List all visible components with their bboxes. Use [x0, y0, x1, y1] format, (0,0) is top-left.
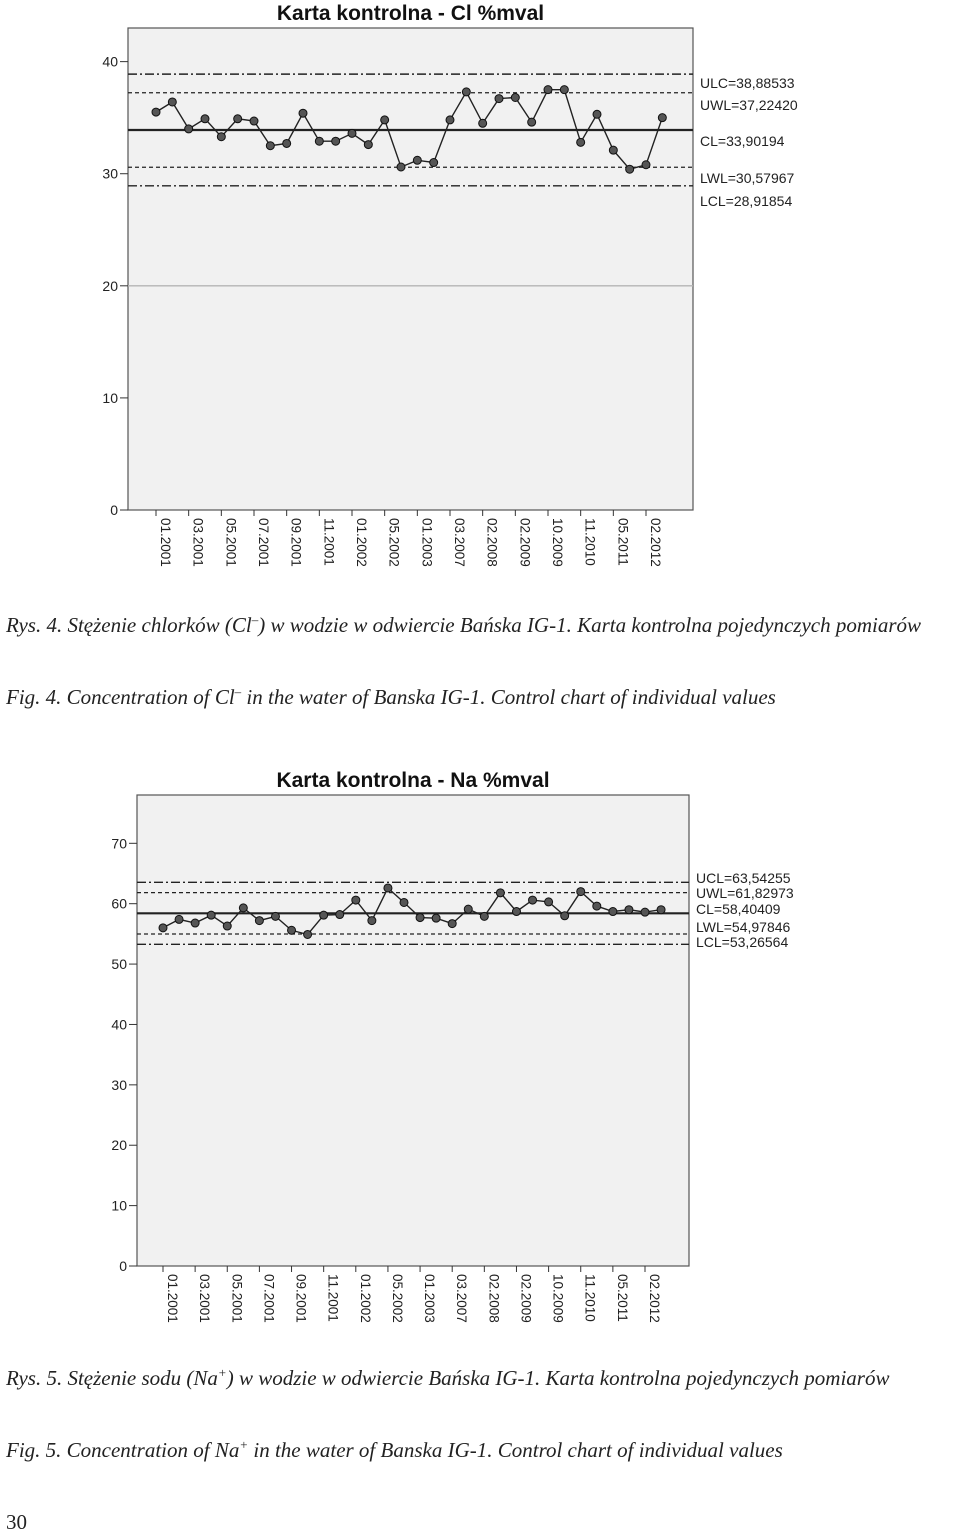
x-tick-label: 09.2001	[288, 518, 304, 567]
data-point	[545, 898, 553, 906]
data-point	[201, 115, 209, 123]
control-line-label: UWL=37,22420	[700, 97, 798, 113]
data-point	[642, 161, 650, 169]
x-tick-label: 07.2001	[256, 518, 271, 567]
data-point	[271, 912, 279, 920]
data-point	[577, 138, 585, 146]
caption-fig4-pl-superscript: –	[251, 612, 259, 627]
x-tick-label: 10.2009	[550, 518, 565, 567]
data-point	[332, 137, 340, 145]
x-tick-label: 03.2007	[454, 1274, 470, 1323]
x-tick-label: 05.2011	[615, 518, 631, 566]
data-point	[658, 114, 666, 122]
caption-fig4-en-part2: in the water of Banska IG-1. Control chart of individual values	[241, 685, 776, 709]
x-tick-label: 01.2002	[357, 1274, 373, 1323]
data-point	[593, 110, 601, 118]
x-tick-label: 03.2001	[190, 518, 206, 567]
data-point	[304, 930, 312, 938]
data-point	[495, 95, 503, 103]
data-point	[609, 908, 617, 916]
data-point	[185, 125, 193, 133]
y-tick-label: 20	[111, 1137, 127, 1154]
data-point	[413, 156, 421, 164]
data-point	[207, 911, 215, 919]
caption-fig5-en	[6, 1430, 954, 1465]
chart-na	[0, 755, 960, 1355]
x-tick-label: 01.2001	[158, 518, 173, 567]
x-tick-label: 10.2009	[550, 1274, 566, 1323]
y-tick-label: 10	[111, 1197, 127, 1214]
caption-fig5-en-superscript: +	[239, 1437, 249, 1452]
data-point	[529, 896, 537, 904]
y-tick-label: 20	[102, 277, 118, 294]
data-point	[168, 98, 176, 106]
data-point	[512, 908, 520, 916]
x-tick-label: 02.2009	[517, 518, 533, 567]
x-tick-label: 03.2001	[197, 1274, 213, 1323]
x-tick-label: 03.2007	[452, 518, 467, 567]
data-point	[283, 139, 291, 147]
data-point	[239, 904, 247, 912]
caption-fig5-pl-superscript: +	[217, 1365, 227, 1380]
y-tick-label: 30	[111, 1076, 127, 1093]
control-line-label: ULC=38,88533	[700, 75, 795, 91]
data-point	[159, 924, 167, 932]
data-point	[446, 116, 454, 124]
data-point	[368, 917, 376, 925]
caption-fig5-en-part2: in the water of Banska IG-1. Control chart of individual values	[248, 1438, 783, 1462]
control-line-label: LCL=28,91854	[700, 193, 793, 209]
x-tick-label: 02.2008	[486, 1274, 502, 1323]
control-line-label: LCL=53,26564	[696, 934, 789, 950]
data-point	[609, 146, 617, 154]
y-tick-label: 0	[119, 1258, 127, 1274]
caption-fig4-pl-part1: Rys. 4. Stężenie chlorków (Cl	[6, 613, 252, 637]
data-point	[348, 129, 356, 137]
control-line-label: CL=33,90194	[700, 133, 785, 149]
data-point	[175, 915, 183, 923]
data-point	[625, 906, 633, 914]
x-tick-label: 01.2002	[354, 518, 369, 567]
data-point	[397, 163, 405, 171]
page-number: 30	[6, 1510, 27, 1534]
caption-fig4-en-superscript: –	[234, 684, 242, 699]
data-point	[352, 896, 360, 904]
data-point	[234, 115, 242, 123]
x-tick-label: 05.2011	[614, 1274, 630, 1322]
x-tick-label: 05.2002	[386, 518, 402, 567]
data-point	[432, 914, 440, 922]
data-point	[384, 884, 392, 892]
data-point	[336, 911, 344, 919]
caption-fig4-en-part1: Fig. 4. Concentration of Cl	[6, 685, 235, 709]
data-point	[191, 919, 199, 927]
x-tick-label: 11.2001	[321, 518, 337, 566]
control-line-label: CL=58,40409	[696, 901, 781, 917]
control-line-label: LWL=54,97846	[696, 919, 791, 935]
data-point	[641, 908, 649, 916]
caption-fig5-en-part1: Fig. 5. Concentration of Na	[6, 1438, 240, 1462]
chart-cl	[0, 0, 960, 600]
data-point	[315, 137, 323, 145]
x-tick-label: 11.2010	[582, 1274, 598, 1322]
data-point	[223, 922, 231, 930]
data-point	[561, 912, 569, 920]
data-point	[152, 108, 160, 116]
data-point	[217, 133, 225, 141]
y-tick-label: 0	[110, 502, 118, 518]
x-tick-label: 05.2001	[223, 518, 239, 567]
data-point	[320, 911, 328, 919]
data-point	[462, 88, 470, 96]
data-point	[430, 159, 438, 167]
data-point	[480, 912, 488, 920]
x-tick-label: 02.2012	[648, 518, 663, 567]
x-tick-label: 01.2003	[422, 1274, 438, 1323]
data-point	[416, 914, 424, 922]
data-point	[560, 86, 568, 94]
data-point	[299, 109, 307, 117]
data-point	[511, 93, 519, 101]
caption-fig4-en	[6, 677, 954, 712]
data-point	[266, 142, 274, 150]
data-point	[448, 920, 456, 928]
caption-fig4-pl	[6, 605, 954, 640]
control-line-label: LWL=30,57967	[700, 170, 795, 186]
chart-title: Karta kontrolna - Cl %mval	[276, 2, 545, 25]
control-line-label: UCL=63,54255	[696, 870, 791, 886]
caption-fig5-pl-part2: ) w wodzie w odwiercie Bańska IG-1. Karta kontrolna pojedynczych pomiarów	[226, 1366, 890, 1390]
x-tick-label: 01.2001	[165, 1274, 180, 1323]
x-tick-label: 02.2012	[647, 1274, 662, 1323]
data-point	[464, 905, 472, 913]
data-point	[626, 165, 634, 173]
y-tick-label: 10	[102, 389, 118, 406]
data-point	[288, 926, 296, 934]
plot-area	[128, 28, 693, 510]
y-tick-label: 50	[111, 956, 127, 973]
data-point	[400, 898, 408, 906]
chart-title: Karta kontrolna - Na %mval	[276, 769, 550, 792]
x-tick-label: 05.2002	[389, 1274, 405, 1323]
y-tick-label: 60	[111, 895, 127, 912]
y-tick-label: 40	[111, 1016, 127, 1033]
y-tick-label: 40	[102, 53, 118, 70]
x-tick-label: 09.2001	[293, 1274, 309, 1323]
caption-fig5-pl-part1: Rys. 5. Stężenie sodu (Na	[6, 1366, 218, 1390]
caption-fig5-pl	[6, 1358, 954, 1393]
x-tick-label: 02.2009	[518, 1274, 534, 1323]
data-point	[381, 116, 389, 124]
data-point	[528, 118, 536, 126]
x-tick-label: 11.2001	[325, 1274, 341, 1322]
x-tick-label: 02.2008	[484, 518, 500, 567]
y-tick-label: 30	[102, 165, 118, 182]
data-point	[657, 906, 665, 914]
x-tick-label: 01.2003	[419, 518, 435, 567]
data-point	[364, 141, 372, 149]
control-line-label: UWL=61,82973	[696, 885, 794, 901]
data-point	[593, 902, 601, 910]
x-tick-label: 07.2001	[261, 1274, 277, 1323]
x-tick-label: 05.2001	[229, 1274, 245, 1323]
x-tick-label: 11.2010	[582, 518, 598, 566]
data-point	[255, 917, 263, 925]
data-point	[479, 119, 487, 127]
data-point	[496, 889, 504, 897]
data-point	[577, 888, 585, 896]
caption-fig4-pl-part2: ) w wodzie w odwiercie Bańska IG-1. Karta kontrolna pojedynczych pomiarów	[258, 613, 922, 637]
data-point	[250, 117, 258, 125]
data-point	[544, 86, 552, 94]
y-tick-label: 70	[111, 835, 127, 852]
plot-area	[137, 795, 689, 1266]
